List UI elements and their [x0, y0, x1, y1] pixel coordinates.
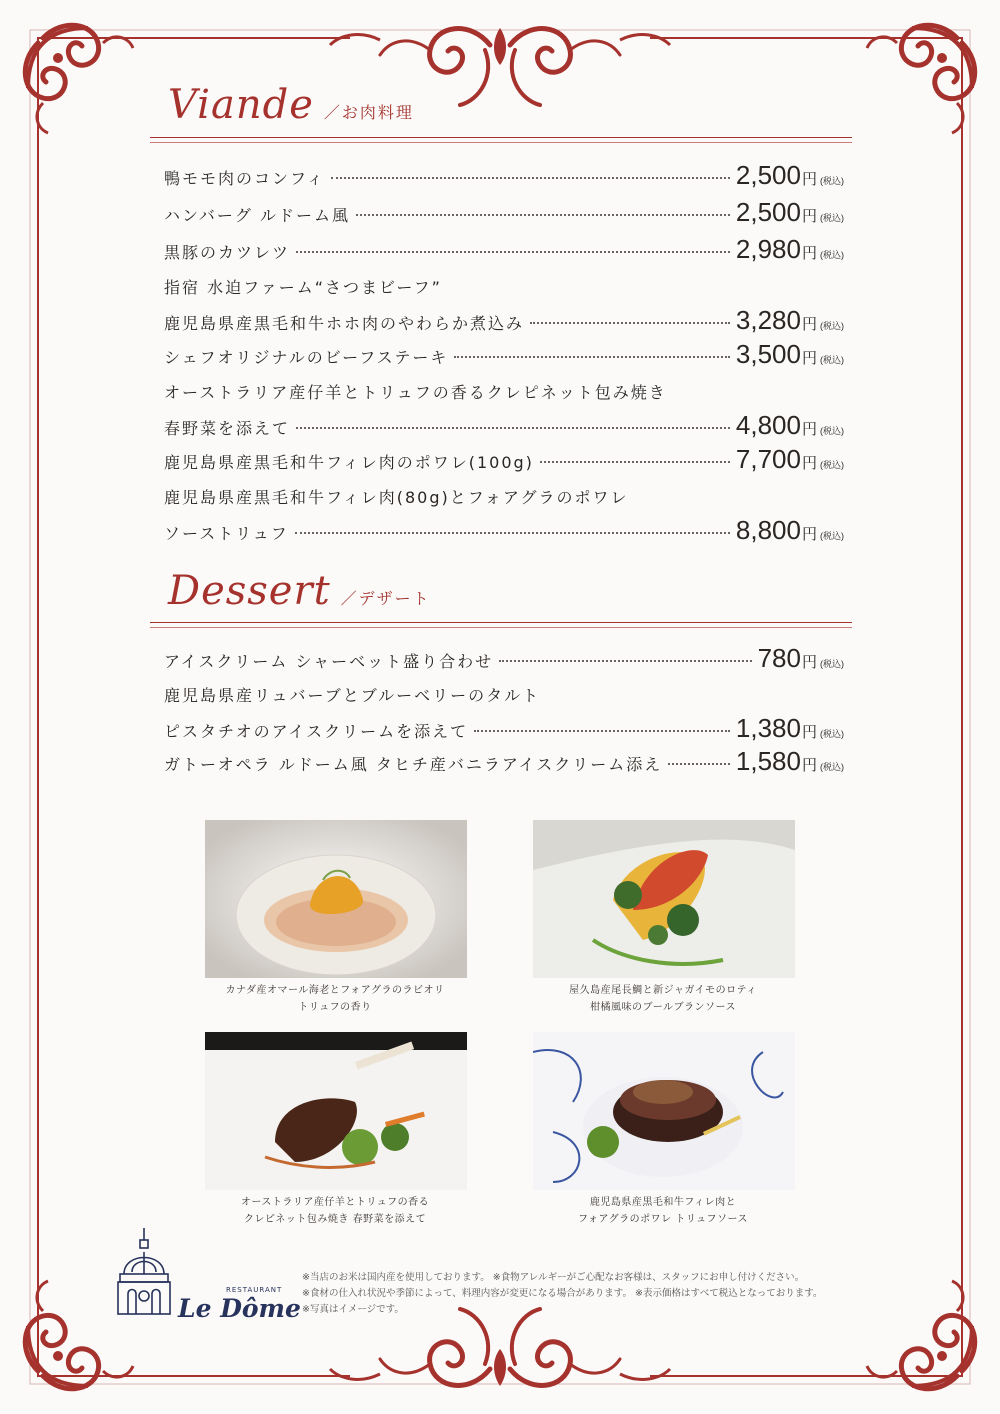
viande-subtitle: ／お肉料理: [323, 103, 414, 122]
menu-item: 指宿 水迫ファーム“さつまビーフ” 鹿児島県産黒毛和牛ホホ肉のやわらか煮込み 3,280円 (税込): [164, 271, 844, 339]
item-price: 3,280: [735, 305, 801, 335]
dessert-title: Dessert: [168, 568, 331, 614]
item-price: 2,500: [735, 197, 801, 227]
menu-item: ハンバーグ ルドーム風 2,500円 (税込): [164, 197, 844, 227]
notes: [302, 1270, 823, 1318]
item-name: ソーストリュフ: [164, 524, 289, 543]
dessert-subtitle: ／デザート: [340, 589, 431, 608]
viande-title: Viande: [168, 82, 314, 128]
item-name: 鹿児島県産黒毛和牛ホホ肉のやわらか煮込み: [164, 314, 525, 333]
food-photo: [533, 1032, 795, 1190]
item-name: シェフオリジナルのビーフステーキ: [164, 348, 449, 367]
item-name: 鴨モモ肉のコンフィ: [164, 169, 325, 188]
note-line: ※食材の仕入れ状況や季節によって、料理内容が変更になる場合があります。 ※表示価格はすべて税込となっております。: [302, 1288, 823, 1299]
item-name-line1: 鹿児島県産黒毛和牛フィレ肉(80g)とフォアグラのポワレ: [164, 488, 629, 507]
note-line: ※写真はイメージです。: [302, 1304, 404, 1315]
menu-item: 黒豚のカツレツ 2,980円 (税込): [164, 234, 844, 264]
item-name-line1: オーストラリア産仔羊とトリュフの香るクレピネット包み焼き: [164, 383, 667, 402]
photo-caption: 屋久島産尾長鯛と新ジャガイモのロティ 柑橘風味のブールブランソース: [569, 985, 757, 1013]
photo-caption: オーストラリア産仔羊とトリュフの香る クレピネット包み焼き 春野菜を添えて: [240, 1197, 430, 1225]
item-price: 4,800: [735, 410, 801, 440]
divider: [150, 137, 852, 138]
item-price: 780: [757, 643, 801, 673]
food-photo: [533, 820, 795, 978]
dessert-heading: [168, 568, 431, 614]
note-line: ※当店のお米は国内産を使用しております。 ※食物アレルギーがご心配なお客様は、スタッフにお申し付けください。: [302, 1272, 805, 1283]
logo-name: Le Dôme: [178, 1294, 301, 1323]
item-name: アイスクリーム シャーベット盛り合わせ: [164, 652, 494, 671]
item-name-line1: 指宿 水迫ファーム“さつまビーフ”: [164, 278, 442, 297]
item-price: 2,980: [735, 234, 801, 264]
menu-item: 鹿児島県産黒毛和牛フィレ肉のポワレ(100g) 7,700円 (税込): [164, 444, 844, 474]
dome-building-icon: [112, 1226, 176, 1318]
item-name: ピスタチオのアイスクリームを添えて: [164, 722, 469, 741]
item-price: 1,580: [735, 746, 801, 776]
menu-item: オーストラリア産仔羊とトリュフの香るクレピネット包み焼き 春野菜を添えて 4,800円 (税込): [164, 376, 844, 444]
menu-item: アイスクリーム シャーベット盛り合わせ 780円 (税込): [164, 643, 844, 673]
item-price: 2,500: [735, 160, 801, 190]
item-name: ハンバーグ ルドーム風: [164, 206, 350, 225]
item-name-line1: 鹿児島県産リュバーブとブルーベリーのタルト: [164, 686, 541, 705]
item-name: ガトーオペラ ルドーム風 タヒチ産バニラアイスクリーム添え: [164, 755, 663, 774]
item-name: 鹿児島県産黒毛和牛フィレ肉のポワレ(100g): [164, 453, 534, 472]
menu-item: 鹿児島県産リュバーブとブルーベリーのタルト ピスタチオのアイスクリームを添えて 1,380円 (税込): [164, 679, 844, 747]
menu-item: シェフオリジナルのビーフステーキ 3,500円 (税込): [164, 339, 844, 369]
menu-item: ガトーオペラ ルドーム風 タヒチ産バニラアイスクリーム添え 1,580円 (税込): [164, 746, 844, 776]
item-price: 3,500: [735, 339, 801, 369]
item-price: 7,700: [735, 444, 801, 474]
item-name: 春野菜を添えて: [164, 419, 291, 438]
viande-heading: [168, 82, 414, 128]
divider: [150, 622, 852, 623]
item-price: 1,380: [735, 713, 801, 743]
photo-caption: カナダ産オマール海老とフォアグラのラビオリ トリュフの香り: [225, 985, 445, 1013]
food-photo: [205, 1032, 467, 1190]
menu-item: 鹿児島県産黒毛和牛フィレ肉(80g)とフォアグラのポワレ ソーストリュフ 8,800円 (税込): [164, 481, 844, 549]
menu-item: 鴨モモ肉のコンフィ 2,500円 (税込): [164, 160, 844, 190]
divider: [150, 142, 852, 143]
item-name: 黒豚のカツレツ: [164, 243, 291, 262]
photo-caption: 鹿児島県産黒毛和牛フィレ肉と フォアグラのポワレ トリュフソース: [577, 1197, 749, 1225]
logo-small: RESTAURANT: [226, 1286, 283, 1294]
food-photo: [205, 820, 467, 978]
divider: [150, 627, 852, 628]
item-price: 8,800: [735, 515, 801, 545]
